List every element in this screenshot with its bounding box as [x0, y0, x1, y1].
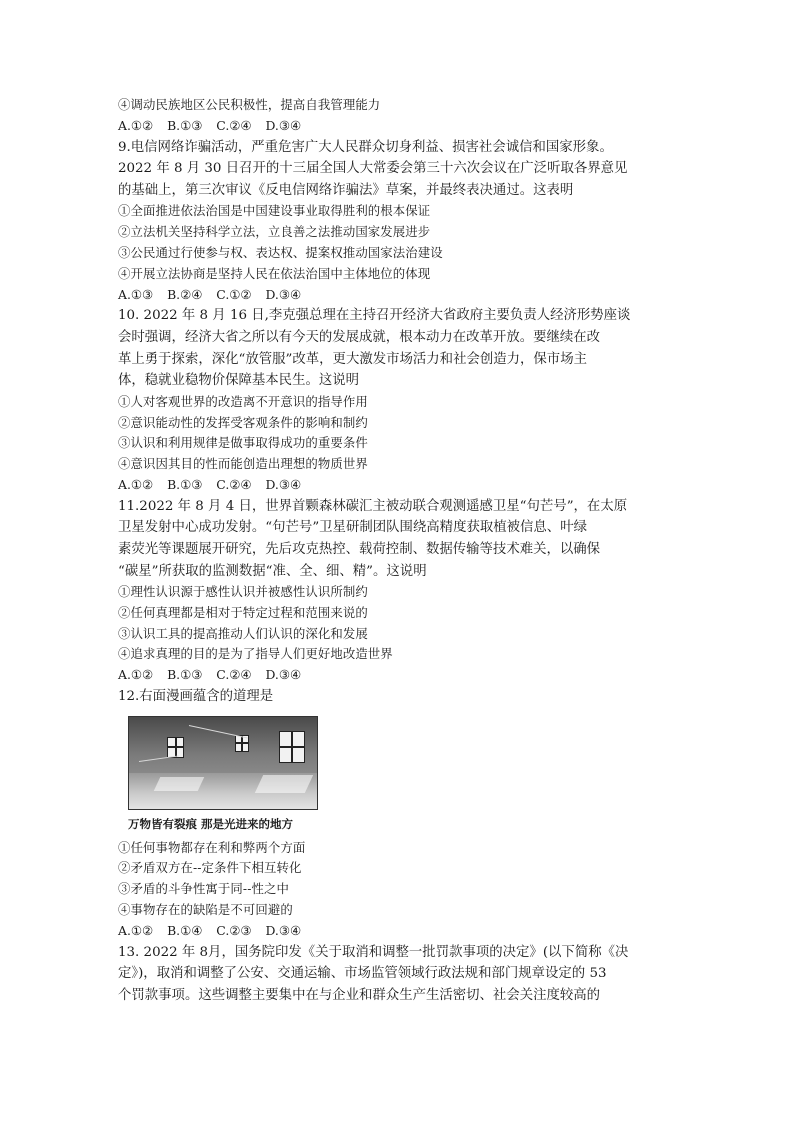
q10-option-3: ③认识和利用规律是做事取得成功的重要条件: [118, 435, 368, 451]
q10-stem-line-3: 革上勇于探索，深化“放管服”改革，更大激发市场活力和社会创造力，保市场主: [118, 351, 587, 367]
q11-choice-d[interactable]: D.③④: [265, 667, 302, 683]
q8-choice-a[interactable]: A.①②: [118, 117, 154, 133]
q12-choice-a[interactable]: A.①②: [118, 922, 154, 938]
q8-option-4: ④调动民族地区公民积极性，提高自我管理能力: [118, 97, 381, 112]
q10-choice-b[interactable]: B.①③: [167, 476, 203, 492]
q10-stem-line-4: 体，稳就业稳物价保障基本民生。这说明: [118, 373, 360, 389]
q13-stem-line-3: 个罚款事项。这些调整主要集中在与企业和群众生产生活密切、社会关注度较高的: [118, 987, 601, 1003]
q12-option-3: ③矛盾的斗争性寓于同--性之中: [118, 881, 289, 897]
q12-choice-b[interactable]: B.①④: [167, 922, 203, 938]
q9-stem-line-2: 2022 年 8 月 30 日召开的十三届全国人大常委会第三十六次会议在广泛听取各界意见: [118, 161, 628, 177]
q9-option-1: ①全面推进依法治国是中国建设事业取得胜利的根本保证: [118, 203, 431, 219]
q13-stem-line-1: 13. 2022 年 8月，国务院印发《关于取消和调整一批罚款事项的决定》(以下简称《决: [118, 944, 629, 960]
q9-choice-b[interactable]: B.②④: [167, 286, 203, 302]
cartoon-window-left: [167, 737, 184, 758]
q8-choice-d[interactable]: D.③④: [265, 117, 302, 133]
q12-choice-d[interactable]: D.③④: [265, 922, 302, 938]
q10-stem-line-1: 10. 2022 年 8 月 16 日,李克强总理在主持召开经济大省政府主要负责人经济形势座谈: [118, 308, 631, 324]
q8-choice-b[interactable]: B.①③: [167, 117, 203, 133]
q11-option-3: ③认识工具的提高推动人们认识的深化和发展: [118, 625, 368, 641]
q9-choice-c[interactable]: C.①②: [216, 286, 252, 302]
q10-choices: [118, 475, 648, 496]
q10-option-1: ①人对客观世界的改造离不开意识的指导作用: [118, 393, 368, 409]
q12-option-1: ①任何事物都存在利和弊两个方面: [118, 839, 306, 855]
q11-choice-a[interactable]: A.①②: [118, 667, 154, 683]
q11-choice-c[interactable]: C.②④: [216, 667, 252, 683]
q8-choice-c[interactable]: C.②④: [216, 117, 252, 133]
q12-cartoon-figure: [128, 716, 318, 832]
q11-stem-line-3: 素荧光等课题展开研究，先后攻克热控、载荷控制、数据传输等技术难关，以确保: [118, 541, 601, 557]
q12-option-4: ④事物存在的缺陷是不可回避的: [118, 902, 293, 918]
q9-choices: [118, 285, 648, 306]
exam-content: [118, 95, 648, 1006]
q11-option-1: ①理性认识源于感性认识并被感性认识所制约: [118, 584, 368, 600]
cartoon-image: [128, 716, 318, 810]
q12-option-2: ②矛盾双方在--定条件下相互转化: [118, 860, 302, 876]
q11-option-2: ②任何真理都是相对于特定过程和范围来说的: [118, 604, 368, 620]
q10-choice-a[interactable]: A.①②: [118, 476, 154, 492]
q10-option-2: ②意识能动性的发挥受客观条件的影响和制约: [118, 414, 368, 430]
q10-choice-d[interactable]: D.③④: [265, 476, 302, 492]
q10-stem-line-2: 会时强调，经济大省之所以有今天的发展成就，根本动力在改革开放。要继续在改: [118, 329, 601, 345]
cartoon-light-patch-2: [255, 775, 313, 793]
cartoon-light-patch-1: [154, 777, 205, 791]
q9-choice-d[interactable]: D.③④: [265, 286, 302, 302]
q10-option-4: ④意识因其目的性而能创造出理想的物质世界: [118, 456, 368, 472]
q11-choices: [118, 665, 648, 686]
q12-choices: [118, 921, 648, 942]
q11-choice-b[interactable]: B.①③: [167, 667, 203, 683]
q10-choice-c[interactable]: C.②④: [216, 476, 252, 492]
q9-option-2: ②立法机关坚持科学立法，立良善之法推动国家发展进步: [118, 224, 431, 240]
q9-option-3: ③公民通过行使参与权、表达权、提案权推动国家法治建设: [118, 244, 443, 260]
q9-stem-line-3: 的基础上，第三次审议《反电信网络诈骗法》草案，并最终表决通过。这表明: [118, 182, 574, 198]
q11-stem-line-2: 卫星发射中心成功发射。“句芒号”卫星研制团队围绕高精度获取植被信息、叶绿: [118, 520, 587, 536]
q11-stem-line-4: “碳星”所获取的监测数据“准、全、细、精”。这说明: [118, 563, 427, 579]
q8-choices: [118, 116, 648, 137]
cartoon-window-right: [279, 731, 305, 763]
cartoon-caption: 万物皆有裂痕 那是光进来的地方: [128, 816, 294, 831]
q12-stem: 12.右面漫画蕴含的道理是: [118, 689, 274, 705]
q9-choice-a[interactable]: A.①③: [118, 286, 154, 302]
q13-stem-line-2: 定》)，取消和调整了公安、交通运输、市场监管领域行政法规和部门规章设定的 53: [118, 966, 607, 982]
q12-choice-c[interactable]: C.②③: [216, 922, 252, 938]
q11-stem-line-1: 11.2022 年 8 月 4 日，世界首颗森林碳汇主被动联合观测遥感卫星“句芒号”，在太原: [118, 498, 628, 514]
q11-option-4: ④追求真理的目的是为了指导人们更好地改造世界: [118, 646, 393, 662]
q9-stem-line-1: 9.电信网络诈骗活动，严重危害广大人民群众切身利益、损害社会诚信和国家形象。: [118, 139, 613, 155]
q9-option-4: ④开展立法协商是坚持人民在依法治国中主体地位的体现: [118, 265, 431, 281]
